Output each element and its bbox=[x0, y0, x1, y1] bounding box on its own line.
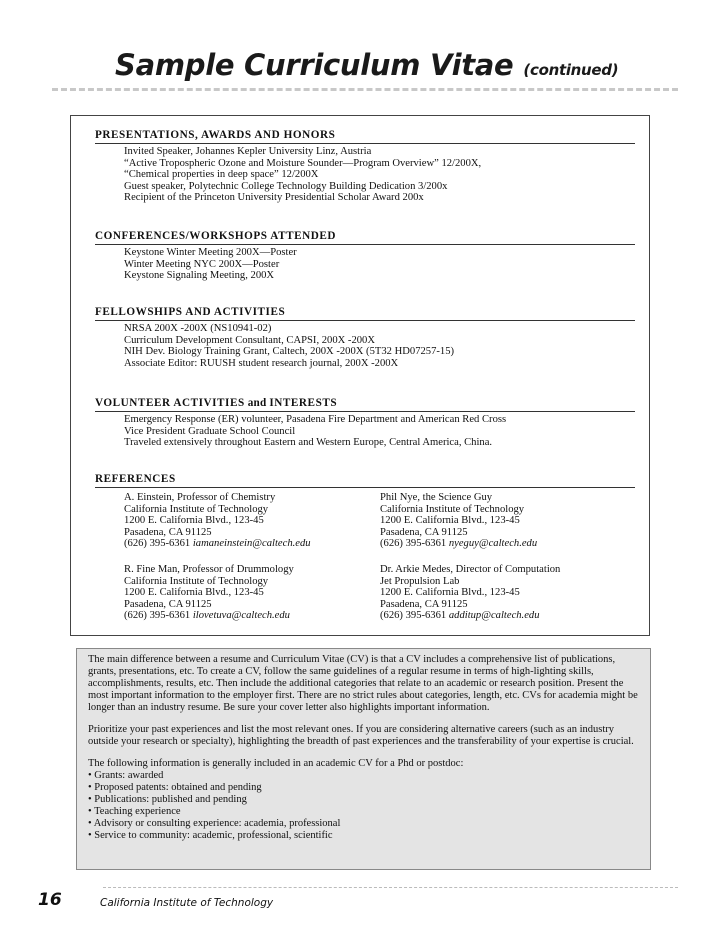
section-volunteer bbox=[95, 397, 635, 449]
section-items bbox=[124, 146, 635, 204]
footer-institution: California Institute of Technology bbox=[100, 897, 274, 909]
tips-list-intro: The following information is generally included in an academic CV for a Phd or postdoc: bbox=[88, 758, 464, 769]
ref-line: R. Fine Man, Professor of Drummology bbox=[124, 564, 294, 575]
page-title bbox=[115, 48, 618, 82]
list-item: NRSA 200X -200X (NS10941-02) bbox=[124, 323, 272, 334]
page-subtitle: (continued) bbox=[523, 61, 619, 79]
reference-entry bbox=[124, 564, 294, 622]
list-item: Vice President Graduate School Council bbox=[124, 425, 296, 437]
tips-paragraph: Prioritize your past experiences and list the most relevant ones. If you are considering alternative careers (such as an industry outside your research or specialty), highlighting the breadth of past experiences and the transferability of your expertise is crucial. bbox=[88, 724, 634, 747]
ref-line: California Institute of Technology bbox=[124, 503, 269, 515]
list-item: NIH Dev. Biology Training Grant, Caltech, 200X -200X (5T32 HD07257-15) bbox=[124, 346, 455, 358]
list-item: Traveled extensively throughout Eastern and Western Europe, Central America, China. bbox=[124, 437, 493, 449]
section-heading bbox=[95, 397, 635, 412]
ref-line: California Institute of Technology bbox=[124, 575, 269, 587]
list-item: Associate Editor: RUUSH student research journal, 200X -200X bbox=[124, 357, 399, 369]
list-item: • Grants: awarded bbox=[88, 770, 164, 781]
list-item: • Teaching experience bbox=[88, 806, 181, 817]
list-item: Emergency Response (ER) volunteer, Pasadena Fire Department and American Red Cross bbox=[124, 414, 507, 425]
section-items bbox=[124, 247, 635, 282]
ref-email: nyeguy@caltech.edu bbox=[448, 538, 538, 550]
section-heading: FELLOWSHIPS AND ACTIVITIES bbox=[95, 306, 635, 321]
reference-entry bbox=[380, 492, 537, 550]
section-conferences bbox=[95, 230, 635, 282]
section-references bbox=[95, 473, 635, 632]
ref-line: Jet Propulsion Lab bbox=[380, 575, 460, 587]
ref-line: 1200 E. California Blvd., 123-45 bbox=[380, 587, 520, 599]
ref-email: additup@caltech.edu bbox=[448, 610, 540, 622]
ref-phone: (626) 395-6361 bbox=[380, 538, 449, 550]
page-number: 16 bbox=[38, 890, 62, 910]
list-item: • Proposed patents: obtained and pending bbox=[88, 782, 262, 793]
ref-email: iamaneinstein@caltech.edu bbox=[192, 538, 311, 550]
footer-divider bbox=[103, 887, 678, 888]
section-heading: REFERENCES bbox=[95, 473, 635, 488]
tips-paragraph: The main difference between a resume and Curriculum Vitae (CV) is that a CV includes a comprehensive list of publications, grants, presentations, etc. To create a CV, follow the same guidelines of a regular resume in terms of high-lighting skills, accomplishments, results, etc. Then include the additional categories that relate to an academic or research position. Present the most important information to the employer first. There are no strict rules about categories, length, etc. CVs for academia might be longer than an industry resume. Be sure your cover letter also highlights important information. bbox=[88, 654, 638, 713]
list-item: Winter Meeting NYC 200X—Poster bbox=[124, 258, 280, 270]
ref-line: 1200 E. California Blvd., 123-45 bbox=[124, 515, 264, 527]
list-item: Recipient of the Princeton University Presidential Scholar Award 200x bbox=[124, 192, 424, 204]
reference-entry bbox=[124, 492, 311, 550]
ref-phone: (626) 395-6361 bbox=[380, 610, 449, 622]
heading-main: VOLUNTEER ACTIVITIES bbox=[95, 397, 245, 409]
heading-and: and bbox=[244, 397, 270, 409]
ref-contact bbox=[380, 538, 537, 550]
ref-phone: (626) 395-6361 bbox=[124, 610, 193, 622]
list-item: • Service to community: academic, professional, scientific bbox=[88, 830, 333, 841]
section-items bbox=[124, 323, 635, 369]
list-item: • Publications: published and pending bbox=[88, 794, 247, 805]
ref-line: California Institute of Technology bbox=[380, 503, 525, 515]
list-item: “Active Tropospheric Ozone and Moisture Sounder—Program Overview” 12/200X, bbox=[124, 157, 482, 169]
ref-email: ilovetuva@caltech.edu bbox=[192, 610, 290, 622]
tips-bullet-list bbox=[88, 770, 639, 842]
cv-content-frame bbox=[70, 115, 650, 636]
ref-line: Pasadena, CA 91125 bbox=[380, 598, 468, 610]
list-item: Curriculum Development Consultant, CAPSI, 200X -200X bbox=[124, 334, 375, 346]
ref-line: Dr. Arkie Medes, Director of Computation bbox=[380, 564, 561, 575]
cv-tips-box bbox=[76, 648, 651, 870]
page-title-text: Sample Curriculum Vitae bbox=[115, 48, 514, 82]
section-heading: CONFERENCES/WORKSHOPS ATTENDED bbox=[95, 230, 635, 245]
ref-line: 1200 E. California Blvd., 123-45 bbox=[380, 515, 520, 527]
ref-line: Pasadena, CA 91125 bbox=[124, 598, 212, 610]
ref-line: Pasadena, CA 91125 bbox=[380, 526, 468, 538]
list-item: • Advisory or consulting experience: academia, professional bbox=[88, 818, 341, 829]
ref-line: A. Einstein, Professor of Chemistry bbox=[124, 492, 276, 503]
heading-tail: INTERESTS bbox=[269, 397, 338, 409]
ref-phone: (626) 395-6361 bbox=[124, 538, 193, 550]
list-item: Keystone Signaling Meeting, 200X bbox=[124, 270, 275, 282]
list-item: Invited Speaker, Johannes Kepler University Linz, Austria bbox=[124, 146, 372, 157]
section-items bbox=[124, 414, 635, 449]
reference-entry bbox=[380, 564, 560, 622]
ref-contact bbox=[124, 538, 311, 550]
ref-line: 1200 E. California Blvd., 123-45 bbox=[124, 587, 264, 599]
section-heading: PRESENTATIONS, AWARDS AND HONORS bbox=[95, 129, 635, 144]
references-grid bbox=[124, 492, 635, 632]
list-item: Keystone Winter Meeting 200X—Poster bbox=[124, 247, 297, 258]
list-item: “Chemical properties in deep space” 12/200X bbox=[124, 169, 319, 181]
ref-contact bbox=[380, 610, 560, 622]
ref-contact bbox=[124, 610, 294, 622]
header-divider bbox=[52, 88, 678, 91]
ref-line: Pasadena, CA 91125 bbox=[124, 526, 212, 538]
ref-line: Phil Nye, the Science Guy bbox=[380, 492, 493, 503]
section-presentations bbox=[95, 129, 635, 204]
list-item: Guest speaker, Polytechnic College Technology Building Dedication 3/200x bbox=[124, 180, 448, 192]
section-fellowships bbox=[95, 306, 635, 369]
